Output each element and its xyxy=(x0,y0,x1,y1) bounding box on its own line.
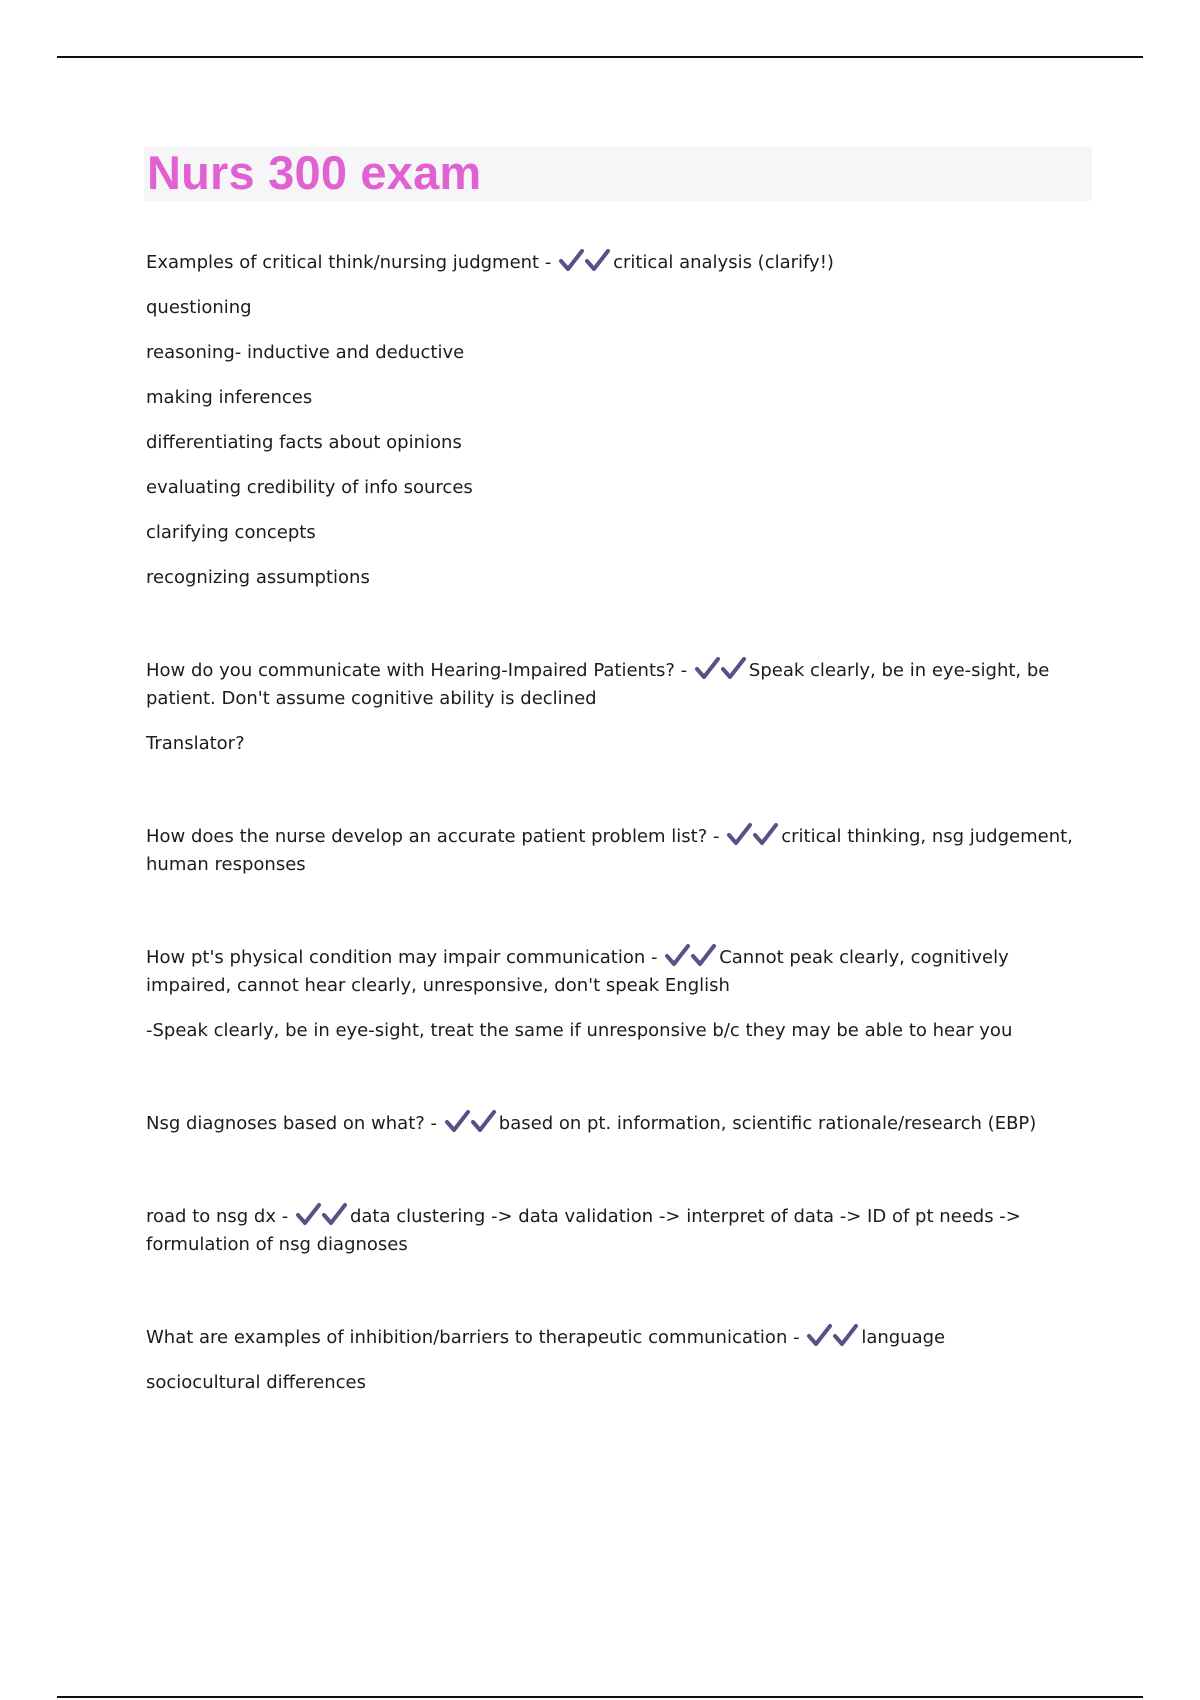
qa-item xyxy=(146,656,1086,758)
question-line xyxy=(146,943,1086,1000)
answer-line: -Speak clearly, be in eye-sight, treat the same if unresponsive b/c they may be able to hear you xyxy=(146,1020,1013,1041)
question-line xyxy=(146,1109,1086,1138)
qa-item xyxy=(146,822,1086,879)
qa-item xyxy=(146,1109,1086,1138)
answer-text: based on pt. information, scientific rationale/research (EBP) xyxy=(498,1113,1037,1134)
answer-line: Translator? xyxy=(146,733,245,754)
question-line xyxy=(146,1323,1086,1352)
answer-line: making inferences xyxy=(146,387,313,408)
answer-text: Speak clearly, be in eye-sight, be patient. Don't assume cognitive ability is declined xyxy=(146,660,1050,709)
answer-line: questioning xyxy=(146,297,252,318)
question-text: road to nsg dx - xyxy=(146,1206,289,1227)
answer-line: evaluating credibility of info sources xyxy=(146,477,473,498)
answer-line: sociocultural differences xyxy=(146,1372,366,1393)
document-body xyxy=(146,248,1086,1461)
double-checkmark-icon xyxy=(665,943,717,967)
question-line xyxy=(146,822,1086,879)
qa-item xyxy=(146,1202,1086,1259)
answer-line: clarifying concepts xyxy=(146,522,316,543)
answer-text: language xyxy=(861,1327,946,1348)
double-checkmark-icon xyxy=(807,1323,859,1347)
question-line xyxy=(146,656,1086,713)
question-text: Examples of critical think/nursing judgment - xyxy=(146,252,552,273)
qa-item xyxy=(146,1323,1086,1397)
answer-line: reasoning- inductive and deductive xyxy=(146,342,465,363)
answer-text: critical analysis (clarify!) xyxy=(613,252,834,273)
double-checkmark-icon xyxy=(559,248,611,272)
question-line xyxy=(146,1202,1086,1259)
qa-item xyxy=(146,943,1086,1045)
double-checkmark-icon xyxy=(727,822,779,846)
document-title: Nurs 300 exam xyxy=(147,146,482,199)
question-text: Nsg diagnoses based on what? - xyxy=(146,1113,438,1134)
question-text: What are examples of inhibition/barriers to therapeutic communication - xyxy=(146,1327,800,1348)
answer-line: recognizing assumptions xyxy=(146,567,370,588)
answer-text: Cannot peak clearly, cognitively impaired, cannot hear clearly, unresponsive, don't speak English xyxy=(146,947,1009,996)
question-line xyxy=(146,248,1086,277)
double-checkmark-icon xyxy=(296,1202,348,1226)
header-rule xyxy=(57,56,1143,58)
question-text: How do you communicate with Hearing-Impaired Patients? - xyxy=(146,660,688,681)
footer-rule xyxy=(57,1696,1143,1698)
qa-item xyxy=(146,248,1086,592)
double-checkmark-icon xyxy=(445,1109,497,1133)
answer-line: differentiating facts about opinions xyxy=(146,432,462,453)
double-checkmark-icon xyxy=(695,656,747,680)
question-text: How does the nurse develop an accurate patient problem list? - xyxy=(146,826,720,847)
answer-text: data clustering -> data validation -> interpret of data -> ID of pt needs -> formulation of nsg diagnoses xyxy=(146,1206,1021,1255)
question-text: How pt's physical condition may impair communication - xyxy=(146,947,658,968)
answer-text: critical thinking, nsg judgement, human responses xyxy=(146,826,1073,875)
